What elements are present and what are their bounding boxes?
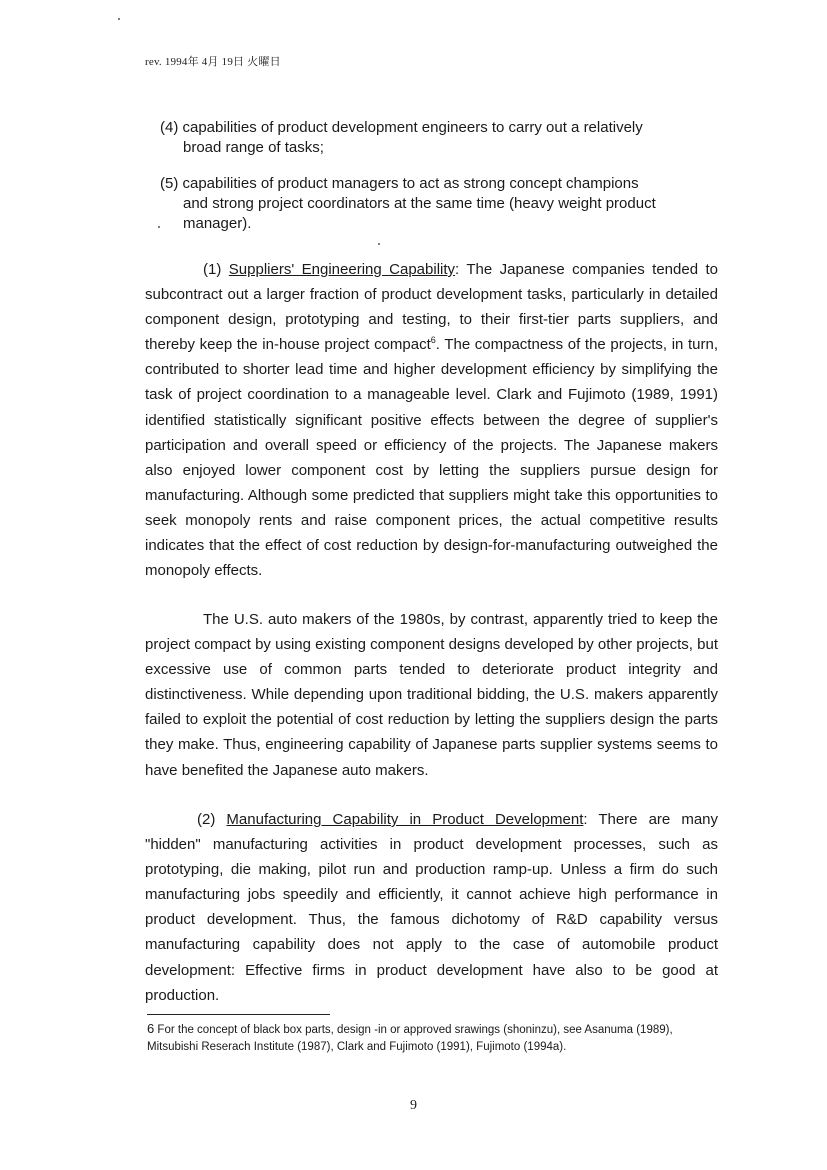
footnote-reference: 6: [430, 335, 436, 346]
list-item-4: [160, 118, 720, 158]
footnote-mark: 6: [147, 1021, 155, 1036]
paragraph-text: . The compactness of the projects, in turn, contributed to shorter lead time and higher development efficiency by simplifying the task of project coordination to a manageable level. Clark and Fujimoto (1989, 1991) identified statistically significant positive effects between the degree of supplier's participation and overall speed or efficiency of the projects. The Japanese makers also enjoyed lower component cost by letting the suppliers pursue design for manufacturing. Although some predicted that suppliers might take this opportunities to seek monopoly rents and raise component prices, the actual competitive results indicates that the effect of cost reduction by design-for-manufacturing outweighed the monopoly effects.: [145, 336, 719, 580]
section-number: (2): [197, 811, 216, 828]
page-number: 9: [410, 1098, 417, 1113]
list-item-5: [160, 174, 720, 234]
footnote: [147, 1021, 717, 1055]
section-heading-manufacturing: Manufacturing Capability in Product Development: [226, 811, 584, 828]
paragraph-text: : There are many "hidden" manufacturing activities in product development processes, such as prototyping, die making, pilot run and production ramp-up. Unless a firm do such manufacturing jobs speedily and efficiently, it cannot achieve high performance in product development. Thus, the famous dichotomy of R&D capability versus manufacturing capability does not apply to the case of automobile product development: Effective firms in product development have also to be good at production.: [145, 811, 718, 1004]
paragraph-us-auto-makers: [145, 607, 718, 783]
paragraph-suppliers-engineering: [145, 257, 718, 583]
list-item-5-first-line: (5) capabilities of product managers to act as strong concept champions: [160, 175, 639, 192]
paragraph-text: The U.S. auto makers of the 1980s, by contrast, apparently tried to keep the project compact by using existing component designs developed by other projects, but excessive use of common parts tended to deteriorate product integrity and distinctiveness. While depending upon traditional bidding, the U.S. makers apparently failed to exploit the potential of cost reduction by letting the suppliers design the parts they make. Thus, engineering capability of Japanese parts supplier systems seems to have benefited the Japanese auto makers.: [145, 611, 718, 779]
revision-date-header: rev. 1994年 4月 19日 火曜日: [145, 56, 281, 68]
section-heading-suppliers: Suppliers' Engineering Capability: [228, 261, 456, 278]
list-item-4-continuation: broad range of tasks;: [183, 139, 324, 156]
section-number: (1): [203, 261, 222, 278]
list-item-4-first-line: (4) capabilities of product development engineers to carry out a relatively: [160, 119, 643, 136]
paragraph-manufacturing-capability: [145, 807, 718, 1008]
list-item-5-continuation: and strong project coordinators at the same time (heavy weight product manager).: [183, 195, 656, 232]
scan-speck: [378, 243, 380, 245]
footnote-text: For the concept of black box parts, design -in or approved srawings (shoninzu), see Asanuma (1989), Mitsubishi Reserach Institute (1987), Clark and Fujimoto (1991), Fujimoto (1994a).: [147, 1024, 673, 1053]
paragraph-text: : The Japanese companies tended to subcontract out a larger fraction of product development tasks, particularly in detailed component design, prototyping and testing, to their first-tier parts suppliers, and thereby keep the in-house project compact: [145, 261, 718, 354]
scan-speck: [118, 18, 120, 20]
footnote-divider: [147, 1014, 330, 1015]
